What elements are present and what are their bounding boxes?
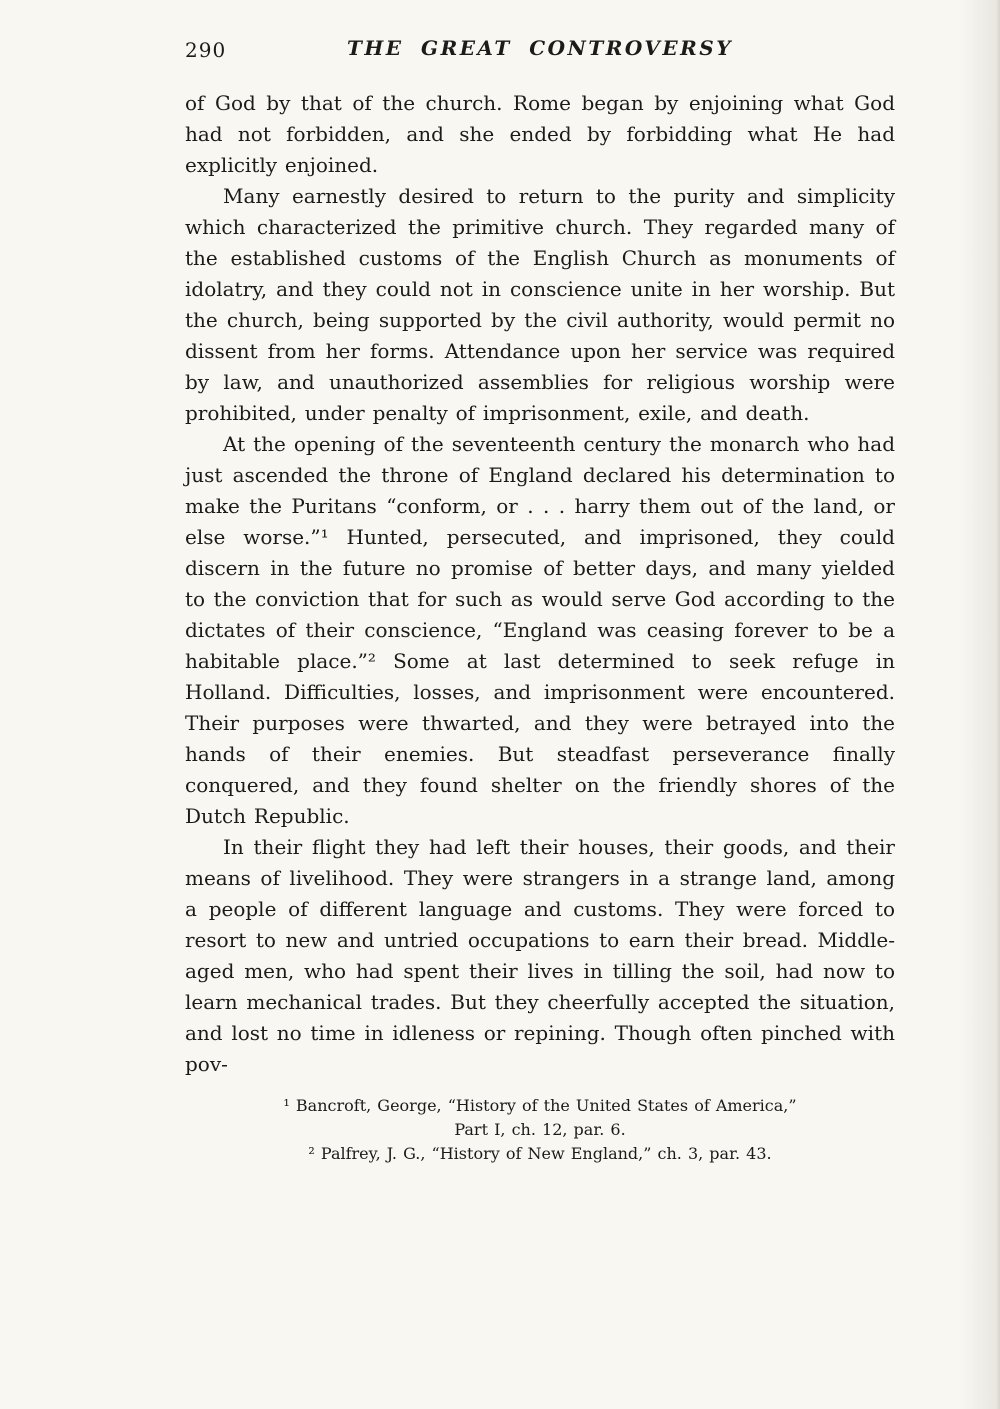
footnotes (185, 1094, 895, 1166)
paragraph: In their flight they had left their houses, their goods, and their means of livelihood. They were strangers in a strange land, among a people of different language and customs. They were forced to resort to new and untried occupations to earn their bread. Middle-aged men, who had spent their lives in tilling the soil, had now to learn mechanical trades. But they cheerfully accepted the situation, and lost no time in idleness or repining. Though often pinched with pov- (185, 835, 895, 1076)
page-header (185, 36, 895, 68)
page-number: 290 (185, 38, 227, 62)
paragraph: At the opening of the seventeenth century the monarch who had just ascended the throne of England declared his determination to make the Puritans “conform, or . . . harry them out of the land, or else worse.”¹ Hunted, persecuted, and imprisoned, they could discern in the future no promise of better days, and many yielded to the conviction that for such as would serve God according to the dictates of their conscience, “England was ceasing forever to be a habitable place.”² Some at last determined to seek refuge in Holland. Difficulties, losses, and imprisonment were encountered. Their purposes were thwarted, and they were betrayed into the hands of their enemies. But steadfast perseverance finally conquered, and they found shelter on the friendly shores of the Dutch Republic. (185, 432, 895, 828)
paragraph: of God by that of the church. Rome began by enjoining what God had not forbidden, and she ended by forbidding what He had explicitly enjoined. (185, 91, 895, 177)
running-title: THE GREAT CONTROVERSY (347, 36, 733, 60)
footnote-line: ² Palfrey, J. G., “History of New England,” ch. 3, par. 43. (308, 1144, 772, 1163)
text-block (185, 88, 895, 1080)
footnote-line: Part I, ch. 12, par. 6. (454, 1120, 626, 1139)
footnote-line: ¹ Bancroft, George, “History of the United States of America,” (283, 1096, 797, 1115)
paragraph: Many earnestly desired to return to the purity and simplicity which characterized the primitive church. They regarded many of the established customs of the English Church as monuments of idolatry, and they could not in conscience unite in her worship. But the church, being supported by the civil authority, would permit no dissent from her forms. Attendance upon her service was required by law, and unauthorized assemblies for religious worship were prohibited, under penalty of imprisonment, exile, and death. (185, 184, 895, 425)
